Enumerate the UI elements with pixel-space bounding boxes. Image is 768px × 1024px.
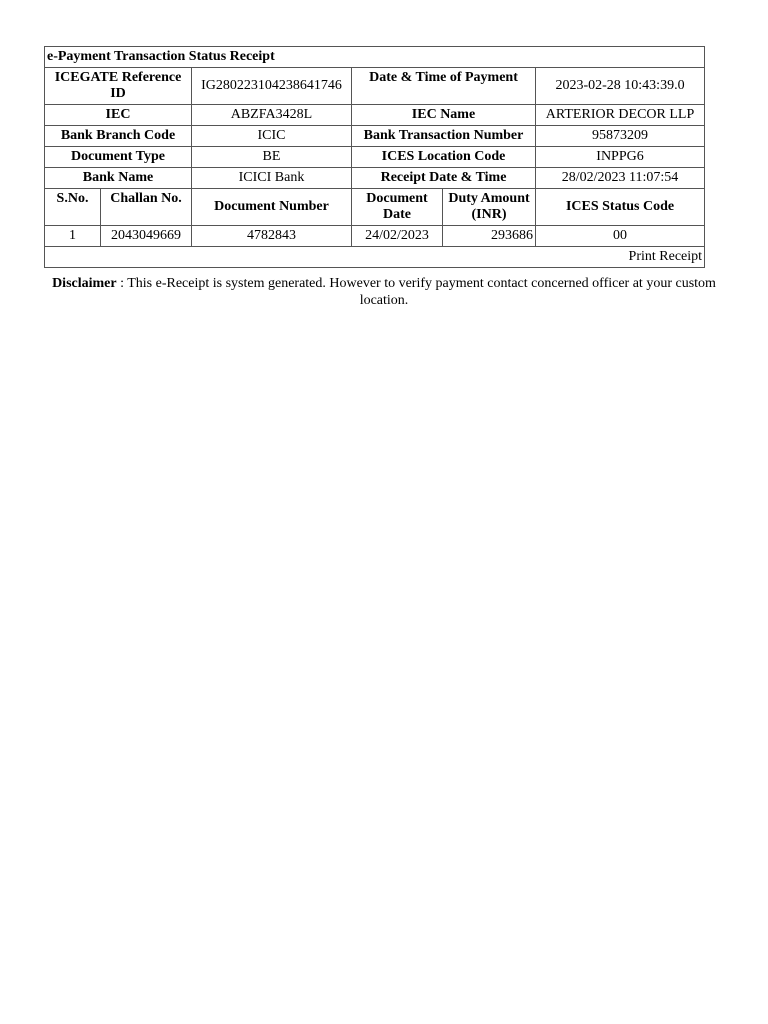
ices-location-label: ICES Location Code: [352, 147, 536, 168]
receipt-datetime-value: 28/02/2023 11:07:54: [536, 168, 705, 189]
bank-name-label: Bank Name: [45, 168, 192, 189]
bank-branch-label: Bank Branch Code: [45, 126, 192, 147]
disclaimer-label: Disclaimer: [52, 276, 117, 291]
col-header-challan: Challan No.: [101, 189, 192, 226]
col-header-doc-date: Document Date: [352, 189, 443, 226]
cell-duty-amount: 293686: [443, 226, 536, 247]
icegate-ref-value: IG280223104238641746: [192, 68, 352, 105]
col-header-duty-amount: Duty Amount (INR): [443, 189, 536, 226]
cell-challan: 2043049669: [101, 226, 192, 247]
bank-name-value: ICICI Bank: [192, 168, 352, 189]
disclaimer: [44, 275, 724, 309]
bank-txn-value: 95873209: [536, 126, 705, 147]
iec-name-value: ARTERIOR DECOR LLP: [536, 105, 705, 126]
bank-branch-value: ICIC: [192, 126, 352, 147]
receipt-table: [44, 46, 705, 268]
cell-ices-status: 00: [536, 226, 705, 247]
iec-name-label: IEC Name: [352, 105, 536, 126]
cell-doc-date: 24/02/2023: [352, 226, 443, 247]
cell-doc-number: 4782843: [192, 226, 352, 247]
bank-txn-label: Bank Transaction Number: [352, 126, 536, 147]
icegate-ref-label: ICEGATE Reference ID: [45, 68, 192, 105]
payment-datetime-label: Date & Time of Payment: [352, 68, 536, 105]
receipt-title: e-Payment Transaction Status Receipt: [45, 47, 705, 68]
cell-sno: 1: [45, 226, 101, 247]
disclaimer-text: : This e-Receipt is system generated. However to verify payment contact concerned officer at your custom location.: [116, 276, 716, 308]
print-row: [45, 247, 705, 268]
col-header-sno: S.No.: [45, 189, 101, 226]
table-row: [45, 226, 705, 247]
ices-location-value: INPPG6: [536, 147, 705, 168]
print-receipt-link[interactable]: Print Receipt: [628, 249, 703, 264]
doc-type-value: BE: [192, 147, 352, 168]
iec-value: ABZFA3428L: [192, 105, 352, 126]
iec-label: IEC: [45, 105, 192, 126]
payment-datetime-value: 2023-02-28 10:43:39.0: [536, 68, 705, 105]
col-header-doc-number: Document Number: [192, 189, 352, 226]
col-header-ices-status: ICES Status Code: [536, 189, 705, 226]
column-header-row: [45, 189, 705, 226]
doc-type-label: Document Type: [45, 147, 192, 168]
receipt-datetime-label: Receipt Date & Time: [352, 168, 536, 189]
